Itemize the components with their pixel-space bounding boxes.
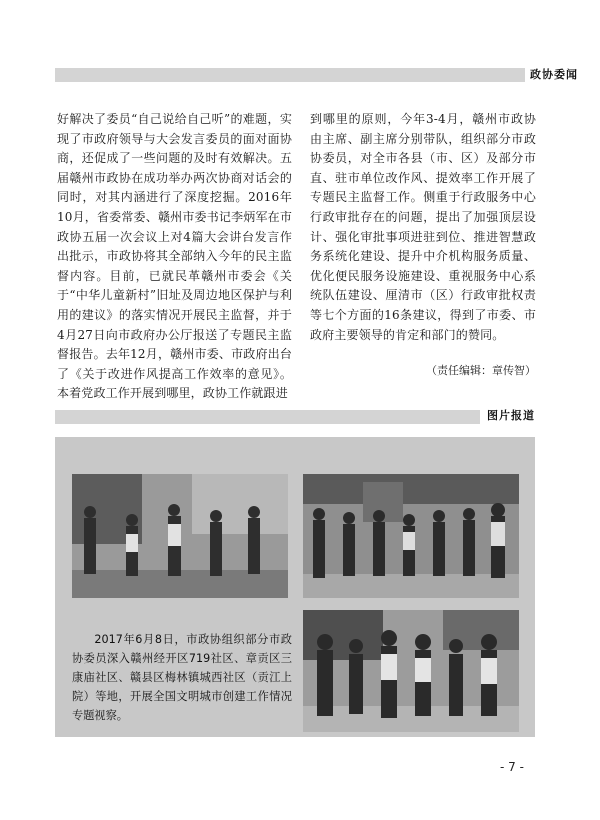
editor-credit: （责任编辑：章传智） bbox=[426, 364, 536, 377]
photo-community-visit-1 bbox=[72, 474, 288, 598]
page-number: - 7 - bbox=[500, 760, 524, 774]
photo-caption bbox=[72, 630, 292, 725]
section-label: 政协委闻 bbox=[530, 68, 578, 81]
photo-community-visit-2 bbox=[303, 474, 519, 598]
photo-section-label: 图片报道 bbox=[487, 409, 535, 422]
article-left-column bbox=[57, 110, 292, 404]
header-bar bbox=[55, 68, 525, 82]
photo-section-bar bbox=[55, 410, 480, 424]
photo-community-visit-3 bbox=[303, 610, 519, 732]
article-left-text: 好解决了委员“自己说给自己听”的难题，实现了市政府领导与大会发言委员的面对面协商，还促成了一些问题的及时有效解决。五届赣州市政协在成功举办两次协商对话会的同时，对其内涵进行了深度挖掘。2016年10月，省委常委、赣州市委书记李炳军在市政协五届一次会议上对4篇大会讲台发言作出批示，市政协将其全部纳入今年的民主监督内容。目前，已就民革赣州市委会《关于“中华儿童新村”旧址及周边地区保护与利用的建议》的落实情况开展民主监督，并于4月27日向市政府办公厅报送了专题民主监督报告。去年12月，赣州市委、市政府出台了《关于改进作风提高工作效率的意见》。本着党政工作开展到哪里，政协工作就跟进 bbox=[57, 112, 292, 401]
article-right-text: 到哪里的原则，今年3-4月，赣州市政协由主席、副主席分别带队，组织部分市政协委员，对全市各县（市、区）及部分市直、驻市单位改作风、提效率工作开展了专题民主监督工作。侧重于行政服务中心行政审批存在的问题，提出了加强顶层设计、强化审批事项进驻到位、推进智慧政务系统化建设、提升中介机构服务质量、优化便民服务设施建设、重视服务中心系统队伍建设、厘清市（区）行政审批权责等七个方面的16条建议，得到了市委、市政府主要领导的肯定和部门的赞同。 bbox=[310, 112, 536, 342]
photo-caption-text: 2017年6月8日，市政协组织部分市政协委员深入赣州经开区719社区、章贡区三康庙社区、赣县区梅林镇城西社区（贡江上院）等地，开展全国文明城市创建工作情况专题视察。 bbox=[72, 633, 292, 722]
article-right-column bbox=[310, 110, 536, 345]
